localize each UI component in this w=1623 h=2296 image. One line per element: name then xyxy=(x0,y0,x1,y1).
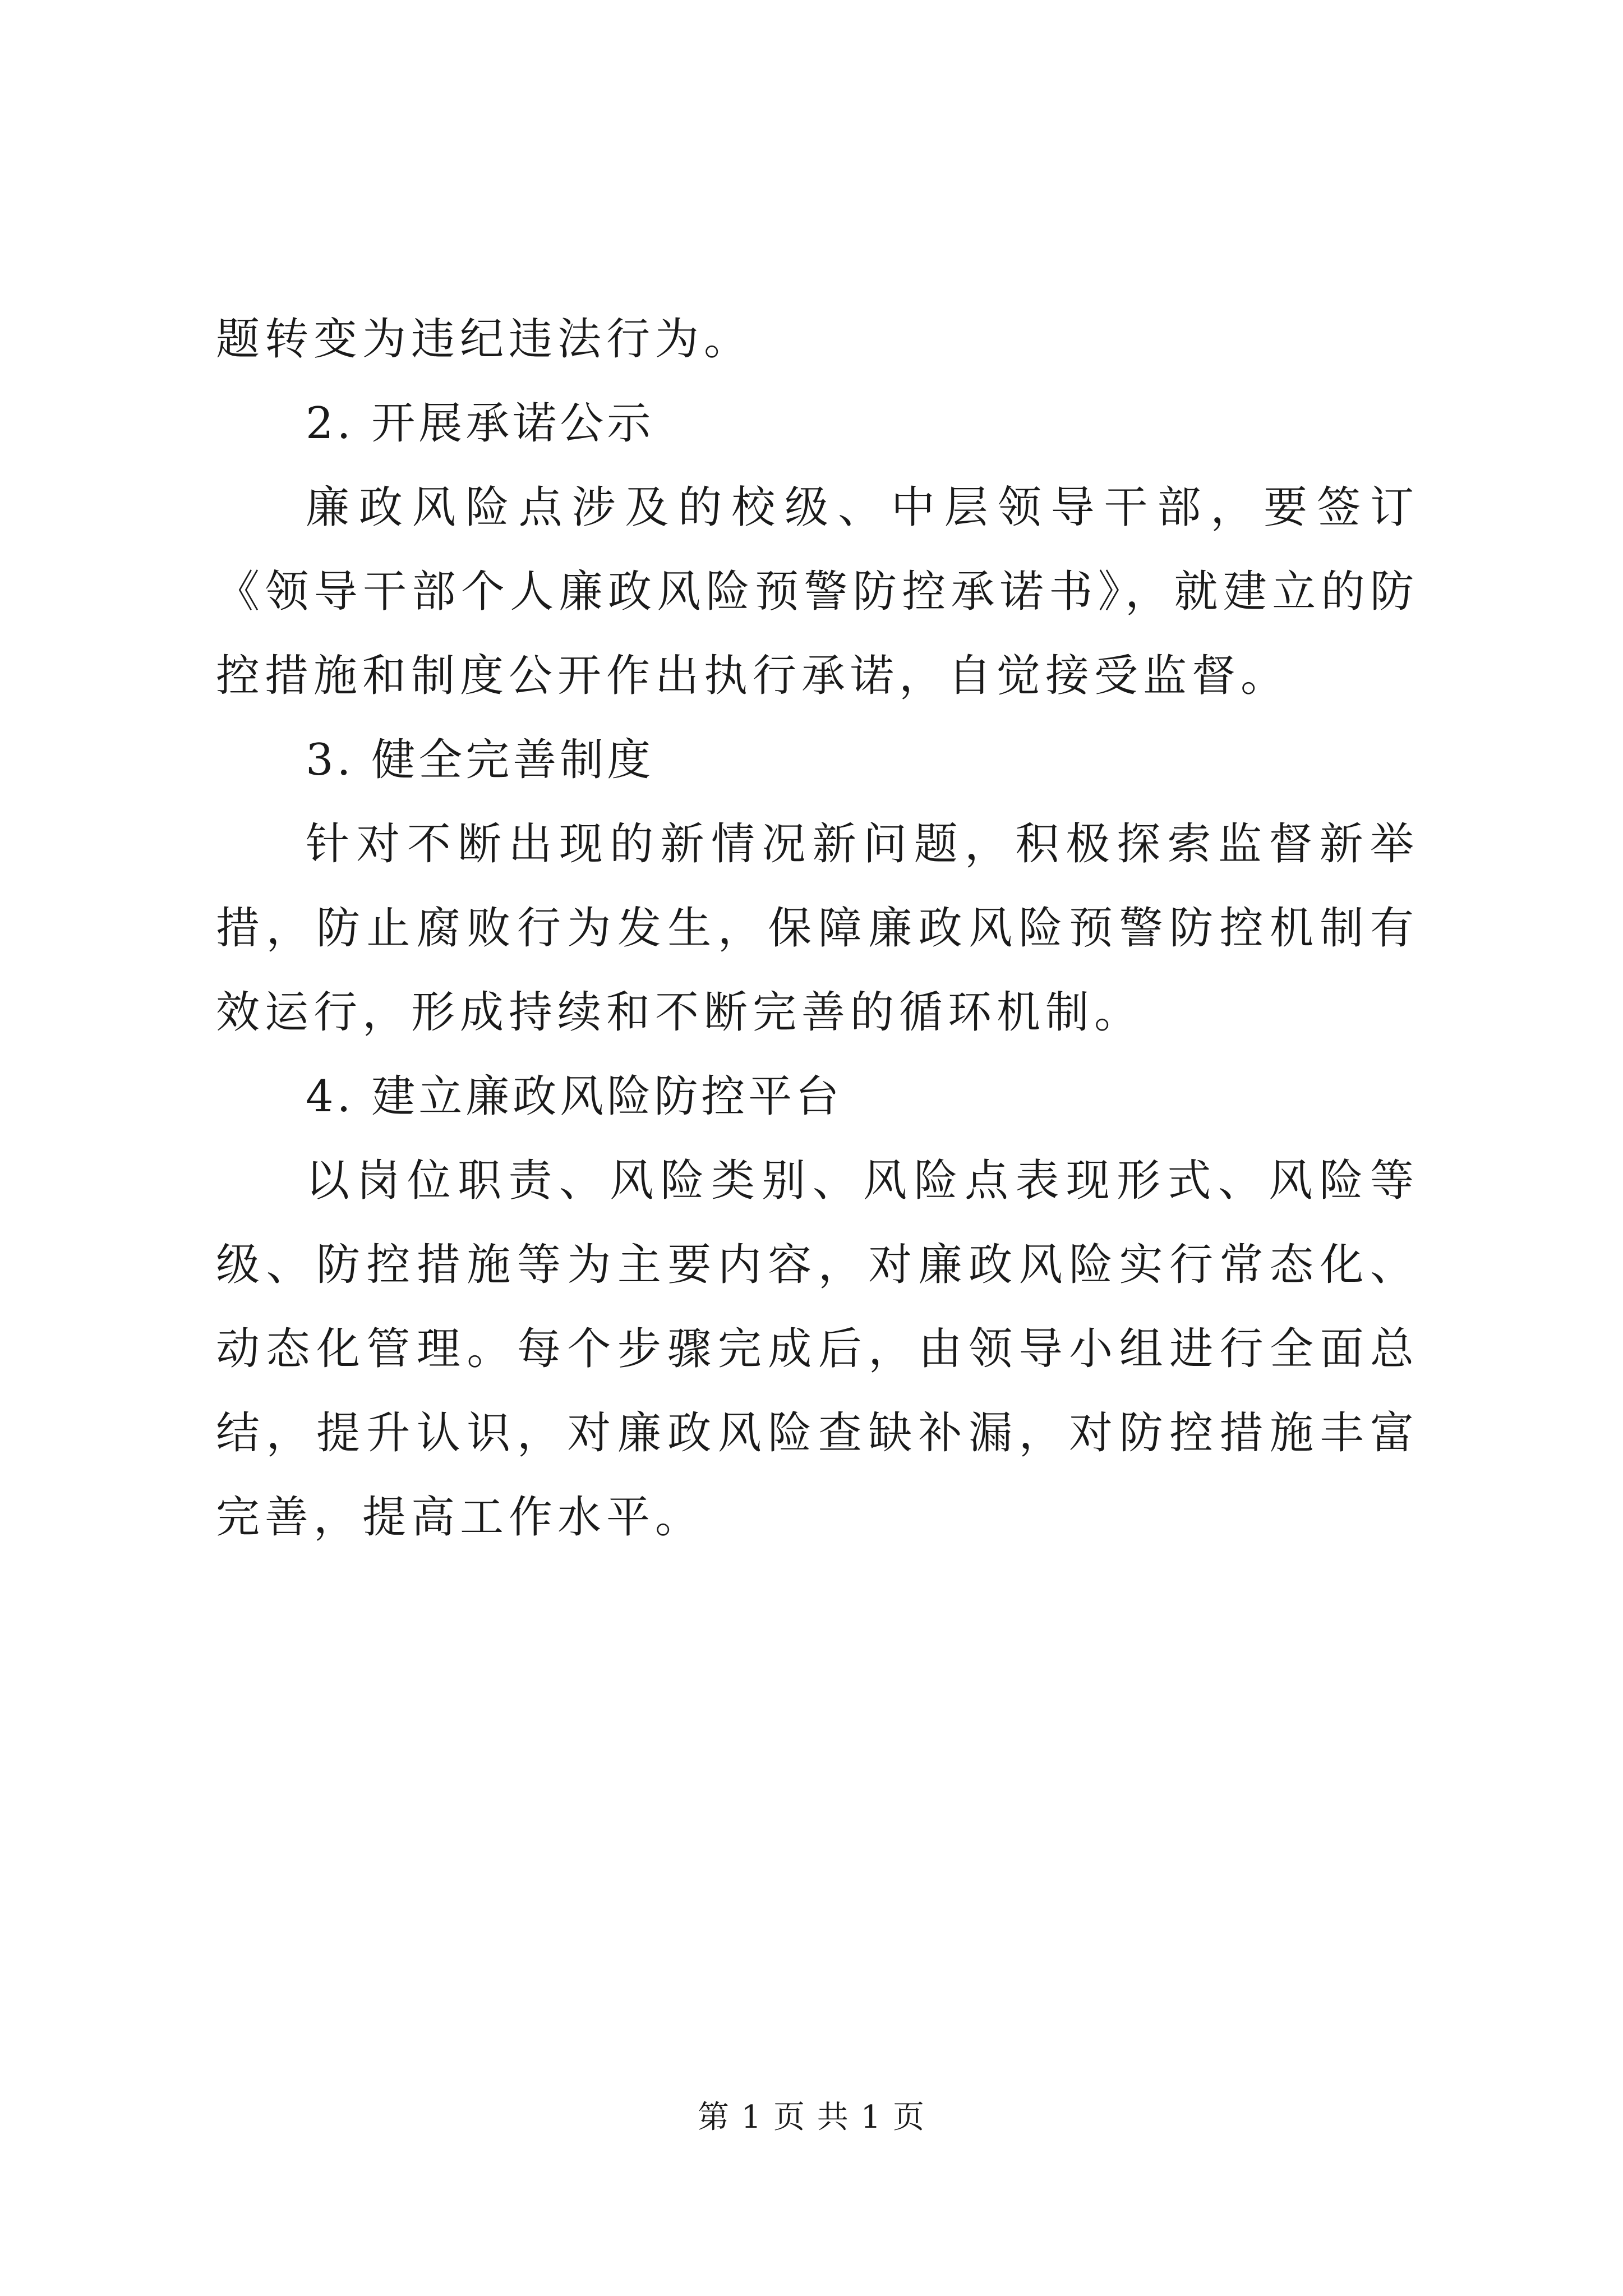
paragraph-commitment: 廉政风险点涉及的校级、中层领导干部，要签订《领导干部个人廉政风险预警防控承诺书》，就建立的防控措施和制度公开作出执行承诺，自觉接受监督。 xyxy=(216,482,1419,701)
paragraph-system: 针对不断出现的新情况新问题，积极探索监督新举措，防止腐败行为发生，保障廉政风险预警防控机制有效运行，形成持续和不断完善的循环机制。 xyxy=(216,819,1419,1038)
section-heading-4: 4. 建立廉政风险防控平台 xyxy=(306,1071,843,1122)
paragraph-continuation: 题转变为违纪违法行为。 xyxy=(216,314,753,365)
section-heading-2: 2. 开展承诺公示 xyxy=(306,398,654,449)
document-body xyxy=(216,297,1419,1559)
paragraph-platform: 以岗位职责、风险类别、风险点表现形式、风险等级、防控措施等为主要内容，对廉政风险实行常态化、动态化管理。每个步骤完成后，由领导小组进行全面总结，提升认识，对廉政风险查缺补漏，对防控措施丰富完善，提高工作水平。 xyxy=(216,1156,1419,1543)
section-heading-3: 3. 健全完善制度 xyxy=(306,735,654,785)
page-footer: 第 1 页 共 1 页 xyxy=(697,2099,926,2136)
